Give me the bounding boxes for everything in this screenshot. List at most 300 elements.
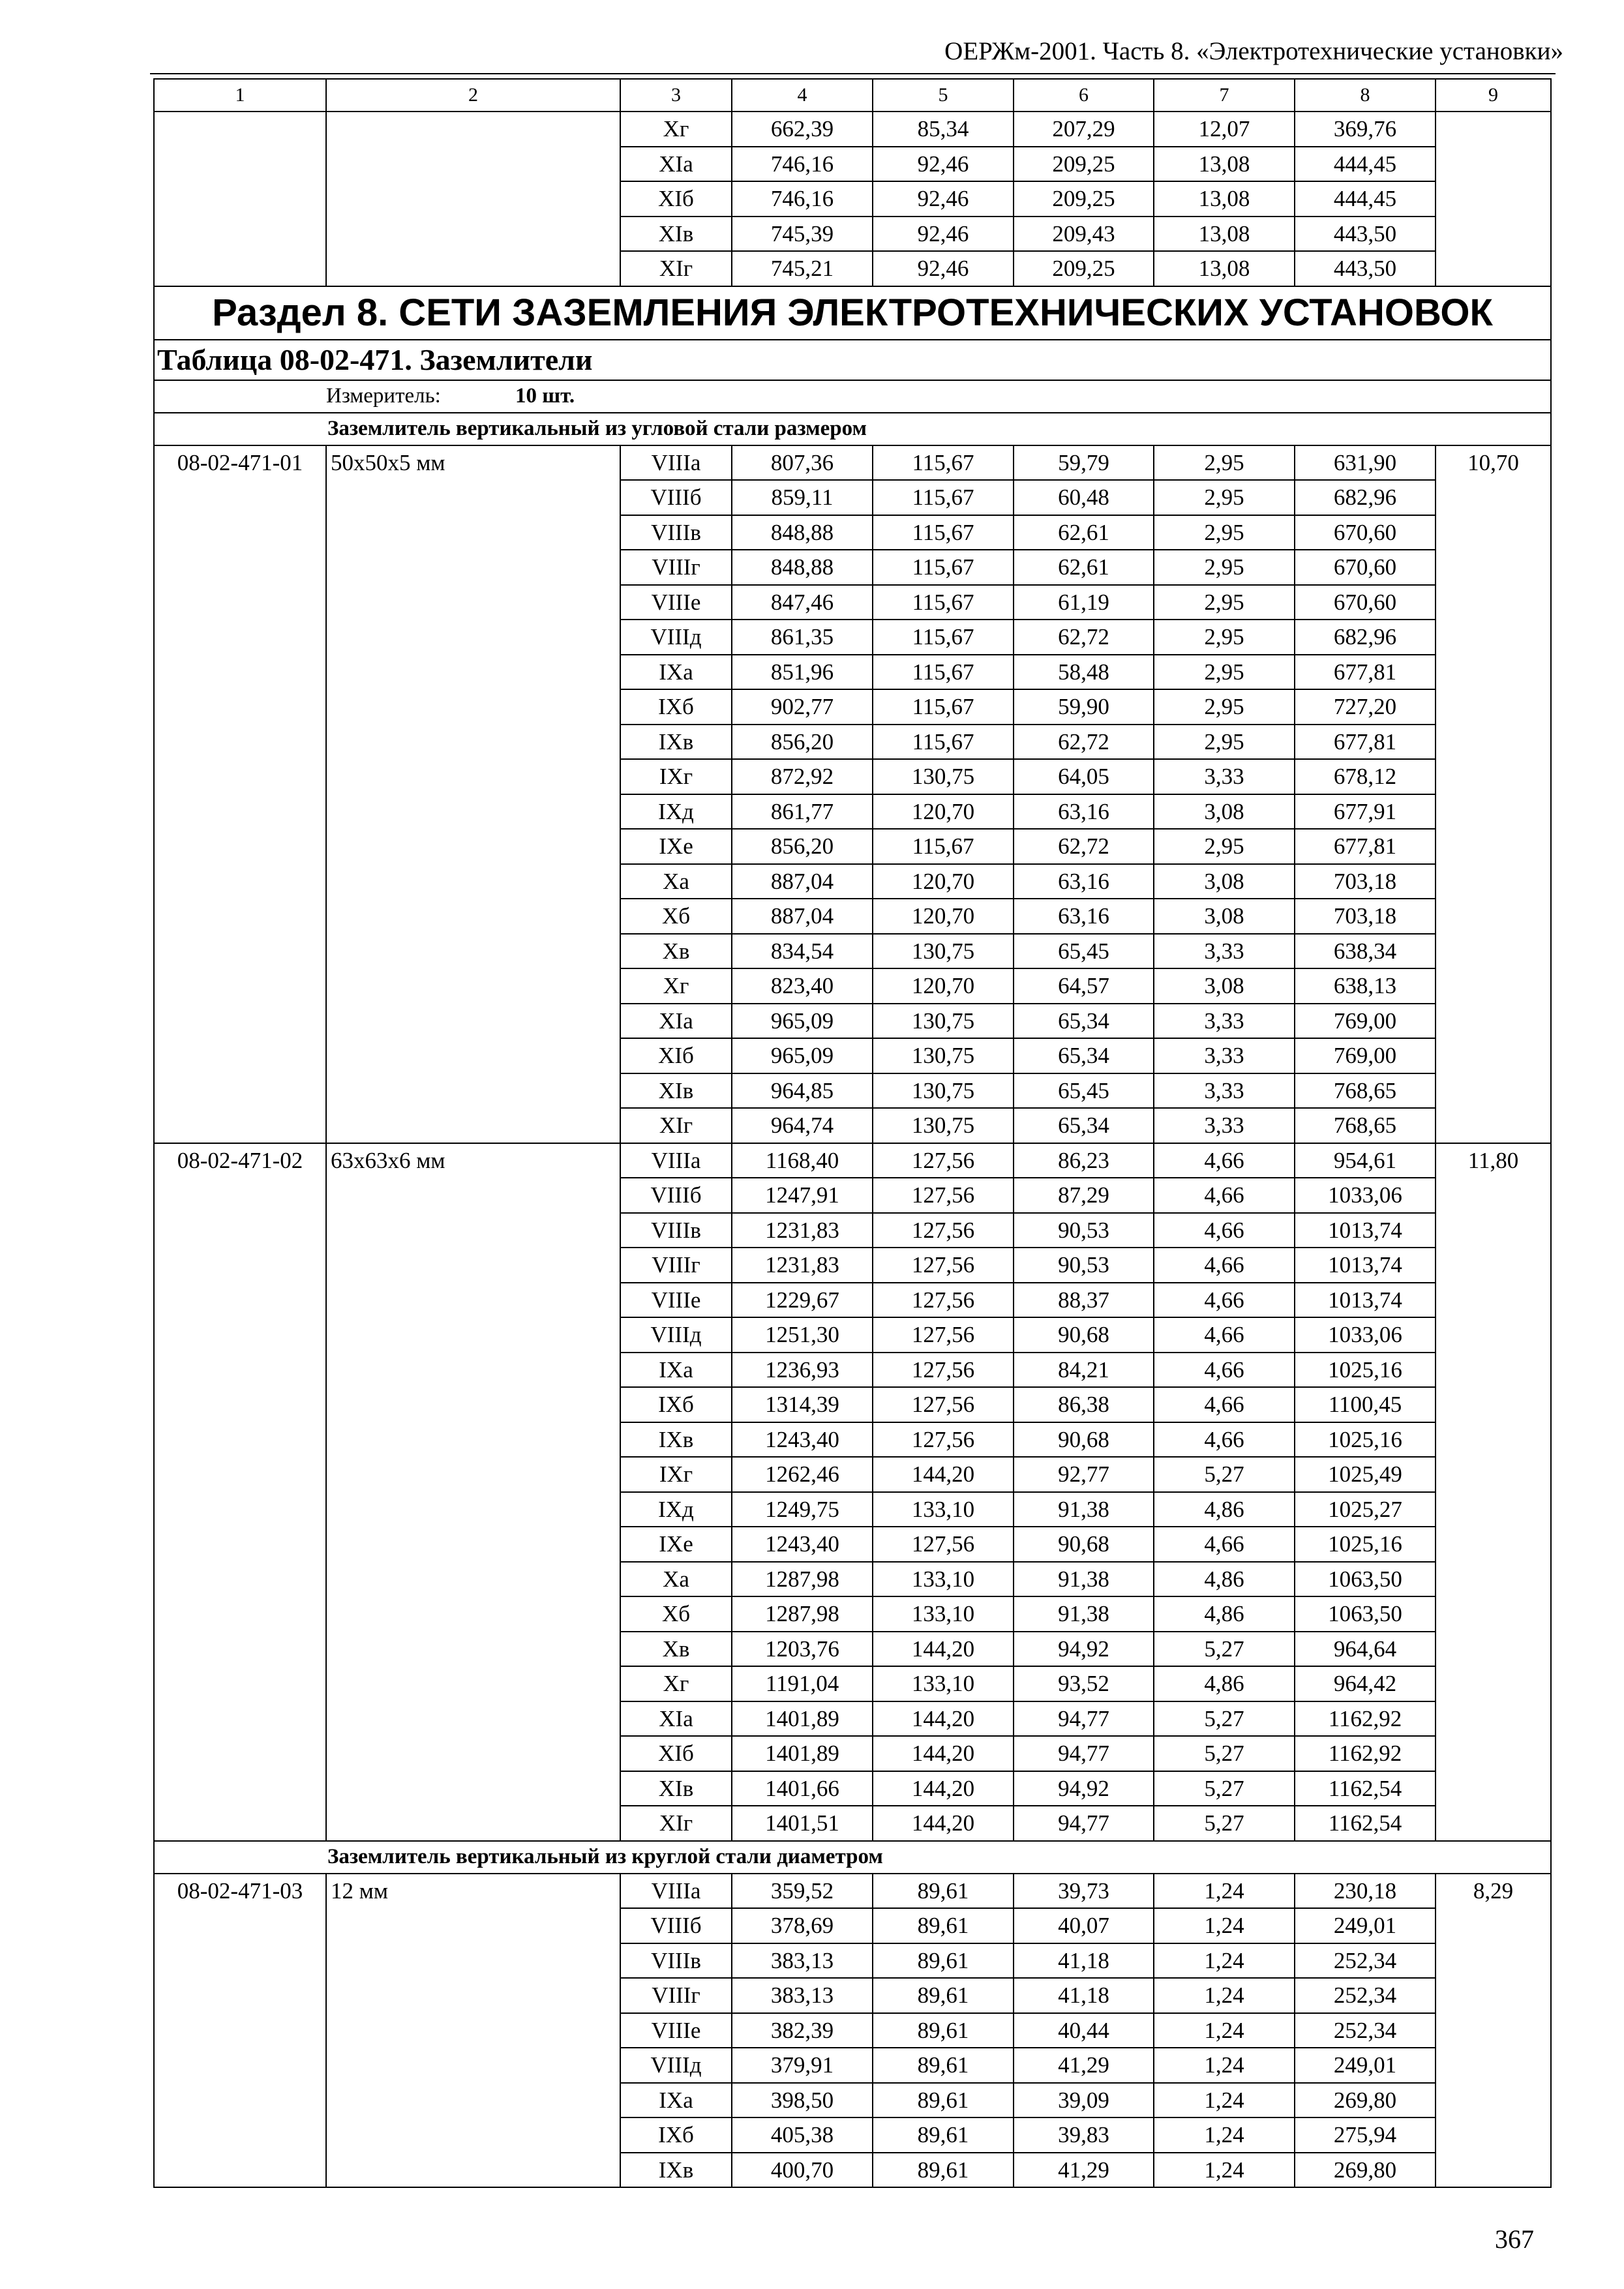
table-cell: 133,10	[873, 1492, 1014, 1527]
table-cell: 1231,83	[732, 1213, 873, 1248]
table-cell: 115,67	[873, 829, 1014, 864]
table-cell: 4,66	[1154, 1317, 1295, 1353]
table-cell: VIIIв	[620, 515, 732, 550]
section-row	[154, 286, 1551, 340]
table-cell: 1236,93	[732, 1353, 873, 1388]
table-cell: Xг	[620, 1666, 732, 1701]
table-cell: 3,33	[1154, 1108, 1295, 1143]
table-cell: IXг	[620, 1457, 732, 1492]
table-cell: 746,16	[732, 181, 873, 217]
table-cell: 378,69	[732, 1908, 873, 1943]
table-cell: 92,46	[873, 251, 1014, 286]
column-number: 1	[154, 79, 326, 112]
table-cell: 115,67	[873, 515, 1014, 550]
table-cell: 61,19	[1014, 585, 1154, 620]
table-cell: 703,18	[1295, 864, 1436, 899]
table-title-row	[154, 340, 1551, 380]
table-cell: 1025,16	[1295, 1527, 1436, 1562]
table-cell: 703,18	[1295, 899, 1436, 934]
table-cell: 631,90	[1295, 445, 1436, 481]
table-cell: 41,18	[1014, 1943, 1154, 1979]
table-row	[154, 112, 1551, 147]
table-cell: 4,66	[1154, 1213, 1295, 1248]
last-column-cell	[1436, 112, 1551, 286]
table-cell: 682,96	[1295, 620, 1436, 655]
table-cell: VIIIв	[620, 1213, 732, 1248]
table-cell: 2,95	[1154, 655, 1295, 690]
table-cell: 65,45	[1014, 1073, 1154, 1109]
table-cell: VIIIг	[620, 1978, 732, 2013]
table-cell: 964,85	[732, 1073, 873, 1109]
page-number: 367	[1495, 2224, 1534, 2254]
table-cell: 4,86	[1154, 1666, 1295, 1701]
description-cell	[326, 112, 620, 286]
table-cell: VIIIа	[620, 1874, 732, 1909]
table-cell: 91,38	[1014, 1596, 1154, 1632]
table-cell: 90,68	[1014, 1317, 1154, 1353]
column-number: 9	[1436, 79, 1551, 112]
table-cell: 4,66	[1154, 1527, 1295, 1562]
table-cell: 90,53	[1014, 1248, 1154, 1283]
table-cell: 130,75	[873, 1038, 1014, 1073]
table-cell: VIIIд	[620, 2048, 732, 2083]
table-cell: 1,24	[1154, 1978, 1295, 2013]
table-cell: IXа	[620, 2083, 732, 2118]
column-number: 3	[620, 79, 732, 112]
table-cell: 92,46	[873, 217, 1014, 252]
column-number-row	[154, 79, 1551, 112]
table-cell: 89,61	[873, 2117, 1014, 2153]
table-cell: VIIIа	[620, 445, 732, 481]
table-cell: IXа	[620, 655, 732, 690]
table-cell: 90,53	[1014, 1213, 1154, 1248]
table-cell: 1203,76	[732, 1632, 873, 1667]
table-cell: 1,24	[1154, 2013, 1295, 2048]
table-cell: 443,50	[1295, 217, 1436, 252]
table-cell: Xа	[620, 864, 732, 899]
table-cell: 4,86	[1154, 1596, 1295, 1632]
table-cell: 1287,98	[732, 1562, 873, 1597]
table-cell: 887,04	[732, 899, 873, 934]
table-cell: VIIIб	[620, 1178, 732, 1213]
table-cell: 127,56	[873, 1283, 1014, 1318]
table-cell: 5,27	[1154, 1701, 1295, 1737]
table-cell: 1401,51	[732, 1806, 873, 1841]
table-cell: 1025,49	[1295, 1457, 1436, 1492]
table-row	[154, 445, 1551, 481]
table-cell: 834,54	[732, 934, 873, 969]
table-cell: 444,45	[1295, 181, 1436, 217]
table-cell: 120,70	[873, 794, 1014, 830]
table-cell: 40,44	[1014, 2013, 1154, 2048]
table-cell: 677,81	[1295, 655, 1436, 690]
table-cell: 127,56	[873, 1317, 1014, 1353]
table-cell: 4,66	[1154, 1178, 1295, 1213]
table-cell: IXе	[620, 829, 732, 864]
table-cell: 768,65	[1295, 1073, 1436, 1109]
table-cell: 209,25	[1014, 251, 1154, 286]
table-cell: 405,38	[732, 2117, 873, 2153]
table-cell: 39,83	[1014, 2117, 1154, 2153]
table-cell: 130,75	[873, 934, 1014, 969]
table-cell: 92,46	[873, 181, 1014, 217]
table-cell: 1229,67	[732, 1283, 873, 1318]
table-cell: IXд	[620, 1492, 732, 1527]
table-cell: 2,95	[1154, 515, 1295, 550]
table-cell: Xг	[620, 112, 732, 147]
header-rule	[150, 73, 1556, 74]
item-last-value: 8,29	[1436, 1874, 1551, 2188]
table-cell: 91,38	[1014, 1492, 1154, 1527]
table-cell: 252,34	[1295, 1978, 1436, 2013]
item-name: 63x63x6 мм	[326, 1143, 620, 1841]
item-code: 08-02-471-03	[154, 1874, 326, 2188]
table-cell: 769,00	[1295, 1038, 1436, 1073]
table-cell: 670,60	[1295, 585, 1436, 620]
table-cell: 59,90	[1014, 689, 1154, 725]
table-cell: 89,61	[873, 2048, 1014, 2083]
table-cell: 120,70	[873, 864, 1014, 899]
table-cell: XIв	[620, 1771, 732, 1806]
table-cell: 89,61	[873, 2013, 1014, 2048]
table-cell: 41,18	[1014, 1978, 1154, 2013]
table-cell: 1401,66	[732, 1771, 873, 1806]
table-cell: 1013,74	[1295, 1283, 1436, 1318]
table-cell: 133,10	[873, 1562, 1014, 1597]
table-cell: 127,56	[873, 1248, 1014, 1283]
table-cell: 662,39	[732, 112, 873, 147]
table-cell: 39,09	[1014, 2083, 1154, 2118]
table-cell: 1025,27	[1295, 1492, 1436, 1527]
item-code: 08-02-471-01	[154, 445, 326, 1143]
table-cell: 1063,50	[1295, 1562, 1436, 1597]
table-cell: 4,66	[1154, 1283, 1295, 1318]
table-cell: 94,92	[1014, 1771, 1154, 1806]
table-cell: Xв	[620, 934, 732, 969]
table-cell: 60,48	[1014, 480, 1154, 515]
table-cell: 398,50	[732, 2083, 873, 2118]
table-cell: 2,95	[1154, 480, 1295, 515]
table-cell: 269,80	[1295, 2083, 1436, 2118]
table-cell: 4,66	[1154, 1248, 1295, 1283]
table-cell: 13,08	[1154, 251, 1295, 286]
table-cell: 1025,16	[1295, 1422, 1436, 1458]
table-cell: 1162,92	[1295, 1736, 1436, 1771]
table-cell: VIIIа	[620, 1143, 732, 1178]
table-cell: 127,56	[873, 1213, 1014, 1248]
table-cell: 144,20	[873, 1771, 1014, 1806]
table-cell: 63,16	[1014, 794, 1154, 830]
table-cell: 4,66	[1154, 1422, 1295, 1458]
table-cell: 4,66	[1154, 1387, 1295, 1422]
table-cell: 94,77	[1014, 1806, 1154, 1841]
table-cell: 3,08	[1154, 899, 1295, 934]
table-cell: 62,72	[1014, 829, 1154, 864]
table-cell: XIб	[620, 1736, 732, 1771]
table-cell: 2,95	[1154, 550, 1295, 585]
table-cell: XIа	[620, 147, 732, 182]
table-cell: 64,05	[1014, 759, 1154, 794]
table-cell: 13,08	[1154, 181, 1295, 217]
table-cell: 682,96	[1295, 480, 1436, 515]
table-cell: 1287,98	[732, 1596, 873, 1632]
table-cell: 12,07	[1154, 112, 1295, 147]
table-cell: 954,61	[1295, 1143, 1436, 1178]
table-cell: 89,61	[873, 2083, 1014, 2118]
table-cell: 252,34	[1295, 2013, 1436, 2048]
table-cell: 964,64	[1295, 1632, 1436, 1667]
table-row	[154, 1143, 1551, 1178]
table-cell: 4,86	[1154, 1492, 1295, 1527]
table-cell: 677,91	[1295, 794, 1436, 830]
table-cell: 65,34	[1014, 1038, 1154, 1073]
table-cell: 144,20	[873, 1701, 1014, 1737]
table-cell: Xв	[620, 1632, 732, 1667]
table-cell: 1401,89	[732, 1701, 873, 1737]
table-cell: 86,23	[1014, 1143, 1154, 1178]
table-cell: 252,34	[1295, 1943, 1436, 1979]
table-cell: IXв	[620, 1422, 732, 1458]
table-cell: VIIIе	[620, 2013, 732, 2048]
column-number: 4	[732, 79, 873, 112]
table-cell: IXв	[620, 2153, 732, 2188]
table-cell: 120,70	[873, 899, 1014, 934]
table-cell: XIг	[620, 1806, 732, 1841]
column-number: 2	[326, 79, 620, 112]
table-cell: 965,09	[732, 1038, 873, 1073]
table-cell: IXе	[620, 1527, 732, 1562]
table-cell: 859,11	[732, 480, 873, 515]
table-cell: 745,21	[732, 251, 873, 286]
table-cell: 2,95	[1154, 689, 1295, 725]
table-cell: 115,67	[873, 689, 1014, 725]
table-cell: 5,27	[1154, 1457, 1295, 1492]
table-cell: IXв	[620, 725, 732, 760]
table-cell: 58,48	[1014, 655, 1154, 690]
table-title: Таблица 08-02-471. Заземлители	[154, 340, 1551, 380]
table-cell: 965,09	[732, 1004, 873, 1039]
table-cell: XIб	[620, 1038, 732, 1073]
table-cell: IXб	[620, 689, 732, 725]
table-cell: 62,72	[1014, 725, 1154, 760]
table-cell: 379,91	[732, 2048, 873, 2083]
table-cell: 89,61	[873, 1943, 1014, 1979]
table-cell: 115,67	[873, 725, 1014, 760]
table-cell: 670,60	[1295, 515, 1436, 550]
table-cell: 89,61	[873, 2153, 1014, 2188]
table-cell: VIIIе	[620, 585, 732, 620]
table-cell: 127,56	[873, 1143, 1014, 1178]
item-last-value: 10,70	[1436, 445, 1551, 1143]
table-cell: 1162,54	[1295, 1806, 1436, 1841]
table-cell: 62,61	[1014, 550, 1154, 585]
table-cell: 115,67	[873, 550, 1014, 585]
table-cell: 127,56	[873, 1178, 1014, 1213]
table-cell: 130,75	[873, 759, 1014, 794]
table-cell: 5,27	[1154, 1771, 1295, 1806]
table-cell: IXа	[620, 1353, 732, 1388]
table-cell: 443,50	[1295, 251, 1436, 286]
table-cell: 3,33	[1154, 1038, 1295, 1073]
table-cell: VIIIд	[620, 620, 732, 655]
table-cell: XIа	[620, 1004, 732, 1039]
table-cell: 115,67	[873, 480, 1014, 515]
table-cell: 249,01	[1295, 1908, 1436, 1943]
table-cell: 130,75	[873, 1073, 1014, 1109]
table-cell: 5,27	[1154, 1632, 1295, 1667]
table-cell: IXб	[620, 1387, 732, 1422]
group-heading: Заземлитель вертикальный из угловой стали размером	[154, 413, 1551, 445]
table-cell: VIIIв	[620, 1943, 732, 1979]
table-cell: 94,77	[1014, 1736, 1154, 1771]
table-cell: 249,01	[1295, 2048, 1436, 2083]
table-cell: 275,94	[1295, 2117, 1436, 2153]
group-heading-row	[154, 413, 1551, 445]
table-cell: 1162,92	[1295, 1701, 1436, 1737]
table-cell: 2,95	[1154, 725, 1295, 760]
table-cell: 130,75	[873, 1004, 1014, 1039]
table-cell: 85,34	[873, 112, 1014, 147]
table-cell: 144,20	[873, 1736, 1014, 1771]
meter-cell	[154, 380, 1551, 413]
table-cell: 964,74	[732, 1108, 873, 1143]
table-cell: 1013,74	[1295, 1248, 1436, 1283]
table-cell: IXд	[620, 794, 732, 830]
table-cell: 1251,30	[732, 1317, 873, 1353]
table-cell: 677,81	[1295, 725, 1436, 760]
table-cell: 1243,40	[732, 1527, 873, 1562]
table-cell: 130,75	[873, 1108, 1014, 1143]
table-cell: 133,10	[873, 1596, 1014, 1632]
table-cell: XIг	[620, 251, 732, 286]
table-cell: 369,76	[1295, 112, 1436, 147]
table-cell: 383,13	[732, 1943, 873, 1979]
column-number: 8	[1295, 79, 1436, 112]
table-cell: 59,79	[1014, 445, 1154, 481]
column-number: 5	[873, 79, 1014, 112]
table-cell: 856,20	[732, 725, 873, 760]
table-cell: 768,65	[1295, 1108, 1436, 1143]
table-cell: 807,36	[732, 445, 873, 481]
table-cell: 87,29	[1014, 1178, 1154, 1213]
table-cell: 887,04	[732, 864, 873, 899]
table-cell: 41,29	[1014, 2153, 1154, 2188]
table-cell: VIIIб	[620, 1908, 732, 1943]
table-cell: 1231,83	[732, 1248, 873, 1283]
table-cell: 3,33	[1154, 1004, 1295, 1039]
table-cell: 745,39	[732, 217, 873, 252]
table-cell: 89,61	[873, 1908, 1014, 1943]
table-cell: 90,68	[1014, 1527, 1154, 1562]
table-cell: Xб	[620, 1596, 732, 1632]
table-cell: 1314,39	[732, 1387, 873, 1422]
table-cell: 359,52	[732, 1874, 873, 1909]
table-cell: 127,56	[873, 1422, 1014, 1458]
table-cell: 1249,75	[732, 1492, 873, 1527]
table-cell: 144,20	[873, 1632, 1014, 1667]
code-cell	[154, 112, 326, 286]
table-cell: 127,56	[873, 1353, 1014, 1388]
table-cell: 115,67	[873, 445, 1014, 481]
table-cell: 769,00	[1295, 1004, 1436, 1039]
table-cell: 13,08	[1154, 147, 1295, 182]
table-cell: 856,20	[732, 829, 873, 864]
item-code: 08-02-471-02	[154, 1143, 326, 1841]
table-cell: 62,61	[1014, 515, 1154, 550]
page-header: ОЕРЖм-2001. Часть 8. «Электротехнические установки»	[944, 37, 1563, 65]
table-cell: 1013,74	[1295, 1213, 1436, 1248]
table-cell: 727,20	[1295, 689, 1436, 725]
table-cell: 1401,89	[732, 1736, 873, 1771]
table-cell: 144,20	[873, 1457, 1014, 1492]
table-cell: 1,24	[1154, 1943, 1295, 1979]
table-cell: Xб	[620, 899, 732, 934]
table-cell: 115,67	[873, 585, 1014, 620]
table-cell: VIIIг	[620, 1248, 732, 1283]
table-cell: 746,16	[732, 147, 873, 182]
table-cell: 65,34	[1014, 1004, 1154, 1039]
table-cell: VIIIд	[620, 1317, 732, 1353]
table-cell: VIIIе	[620, 1283, 732, 1318]
table-cell: XIв	[620, 1073, 732, 1109]
table-cell: 638,34	[1295, 934, 1436, 969]
table-cell: 4,66	[1154, 1353, 1295, 1388]
table-cell: XIб	[620, 181, 732, 217]
table-cell: 90,68	[1014, 1422, 1154, 1458]
table-cell: 230,18	[1295, 1874, 1436, 1909]
table-cell: 400,70	[732, 2153, 873, 2188]
table-cell: 2,95	[1154, 829, 1295, 864]
table-row	[154, 1874, 1551, 1909]
table-cell: 2,95	[1154, 620, 1295, 655]
table-cell: VIIIб	[620, 480, 732, 515]
table-cell: 3,08	[1154, 968, 1295, 1004]
table-cell: 269,80	[1295, 2153, 1436, 2188]
table-cell: 5,27	[1154, 1806, 1295, 1841]
table-cell: 127,56	[873, 1527, 1014, 1562]
table-cell: 1,24	[1154, 1908, 1295, 1943]
table-cell: 861,77	[732, 794, 873, 830]
table-cell: 5,27	[1154, 1736, 1295, 1771]
table-cell: 40,07	[1014, 1908, 1154, 1943]
rates-table	[153, 78, 1552, 2188]
table-cell: 115,67	[873, 620, 1014, 655]
table-cell: 1,24	[1154, 1874, 1295, 1909]
group-heading-row	[154, 1841, 1551, 1874]
table-cell: 1247,91	[732, 1178, 873, 1213]
table-cell: 848,88	[732, 550, 873, 585]
table-cell: 851,96	[732, 655, 873, 690]
table-cell: 1,24	[1154, 2048, 1295, 2083]
table-cell: 4,86	[1154, 1562, 1295, 1597]
table-cell: Xг	[620, 968, 732, 1004]
table-cell: 84,21	[1014, 1353, 1154, 1388]
table-cell: 92,46	[873, 147, 1014, 182]
table-cell: 91,38	[1014, 1562, 1154, 1597]
table-cell: 115,67	[873, 655, 1014, 690]
table-cell: 1,24	[1154, 2153, 1295, 2188]
table-cell: 62,72	[1014, 620, 1154, 655]
table-cell: 120,70	[873, 968, 1014, 1004]
table-cell: 1063,50	[1295, 1596, 1436, 1632]
table-cell: 13,08	[1154, 217, 1295, 252]
table-cell: 209,43	[1014, 217, 1154, 252]
section-title: Раздел 8. СЕТИ ЗАЗЕМЛЕНИЯ ЭЛЕКТРОТЕХНИЧЕСКИХ УСТАНОВОК	[154, 286, 1551, 340]
table-cell: 1162,54	[1295, 1771, 1436, 1806]
table-cell: XIг	[620, 1108, 732, 1143]
table-cell: 638,13	[1295, 968, 1436, 1004]
table-cell: 1,24	[1154, 2083, 1295, 2118]
